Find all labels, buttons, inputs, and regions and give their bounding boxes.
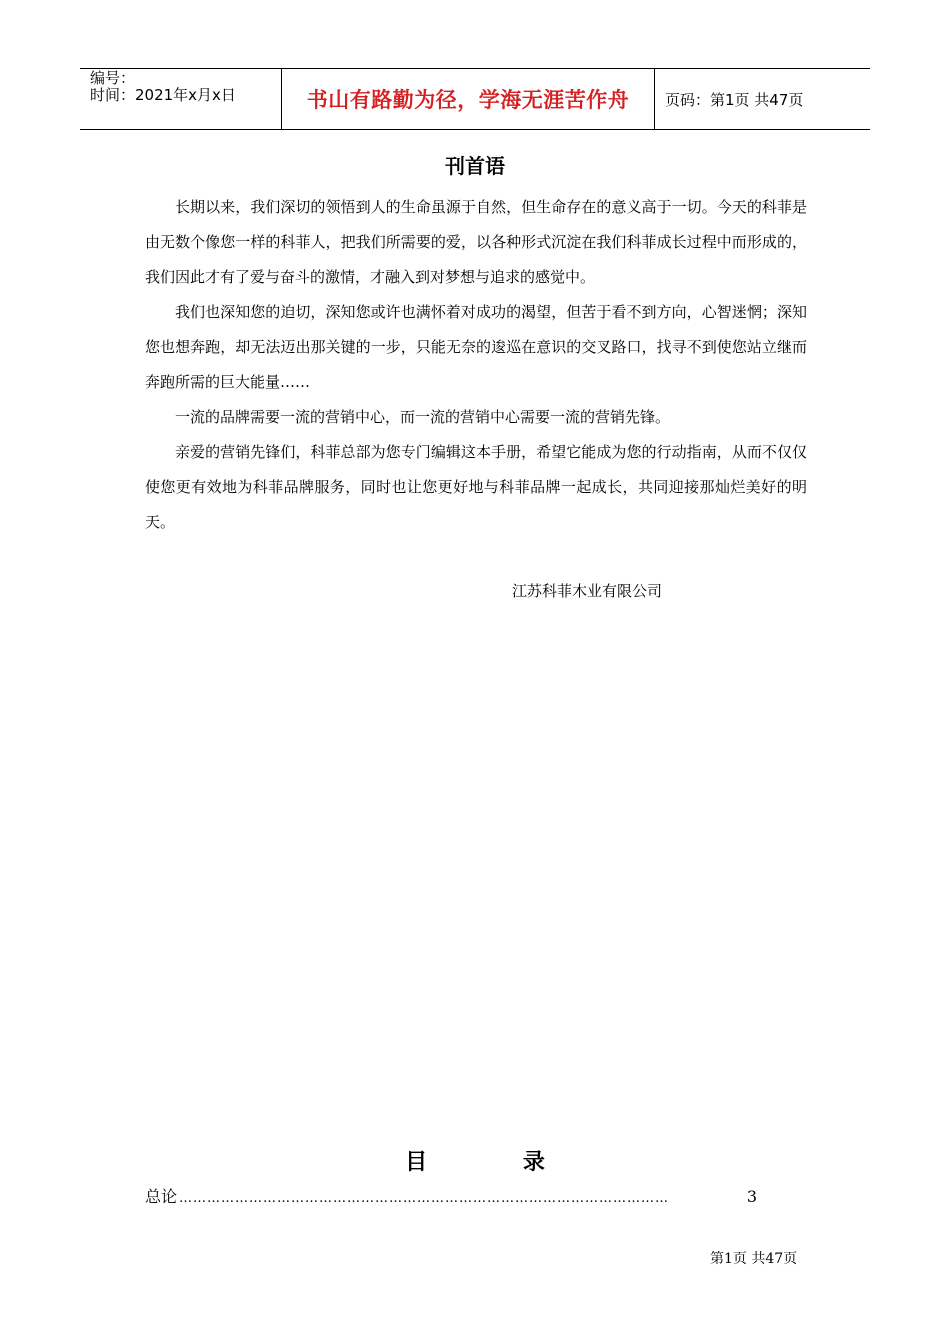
page-header [80,68,870,130]
page-footer: 第1页 共47页 [710,1251,798,1267]
preface-paragraph: 我们也深知您的迫切，深知您或许也满怀着对成功的渴望，但苦于看不到方向，心智迷惘；深知您也想奔跑，却无法迈出那关键的一步，只能无奈的逡巡在意识的交叉路口，找寻不到使您站立继而奔跑所需的巨大能量…… [145,303,807,391]
toc-title-char: 目 [405,1150,428,1175]
number-label: 编号： [90,69,136,87]
header-motto: 书山有路勤为径，学海无涯苦作舟 [282,69,655,129]
toc-entry-leader: …………………………………………………………………………………………… [179,1191,670,1206]
preface-title: 刊首语 [445,154,505,178]
preface-paragraph: 一流的品牌需要一流的营销中心，而一流的营销中心需要一流的营销先锋。 [175,408,671,426]
toc-entry-label: 总论 [145,1187,178,1206]
company-signature: 江苏科菲木业有限公司 [512,582,663,600]
preface-paragraph: 长期以来，我们深切的领悟到人的生命虽源于自然，但生命存在的意义高于一切。今天的科菲是由无数个像您一样的科菲人，把我们所需要的爱，以各种形式沉淀在我们科菲成长过程中而形成的，我们因此才有了爱与奋斗的激情，才融入到对梦想与追求的感觉中。 [145,198,807,286]
toc-entry-page: 3 [746,1187,757,1206]
header-meta [80,69,282,129]
preface-body [145,190,807,540]
toc-title-char: 录 [522,1150,545,1175]
toc-title [0,1145,950,1176]
header-page-info: 页码：第1页 共47页 [665,90,804,109]
preface-paragraph: 亲爱的营销先锋们，科菲总部为您专门编辑这本手册，希望它能成为您的行动指南，从而不仅仅使您更有效地为科菲品牌服务，同时也让您更好地与科菲品牌一起成长，共同迎接那灿烂美好的明天。 [145,443,807,531]
time-label: 时间：2021年x月x日 [90,86,236,104]
toc-entry[interactable] [145,1184,757,1207]
